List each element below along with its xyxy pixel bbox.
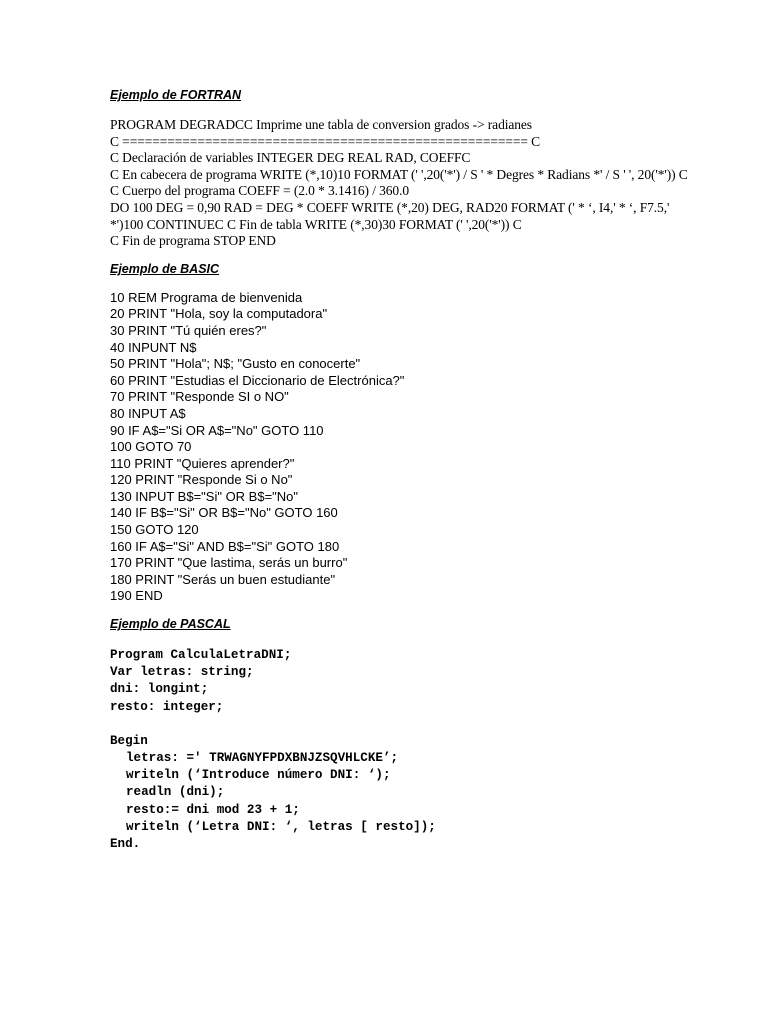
pascal-line: resto: integer;: [110, 699, 224, 714]
pascal-line: Var letras: string;: [110, 665, 254, 680]
pascal-body-line: letras: =' TRWAGNYFPDXBNJZSQVHLCKE’;: [126, 751, 399, 766]
basic-line: 150 GOTO 120: [110, 522, 199, 538]
pascal-begin: Begin: [110, 733, 148, 748]
basic-line: 100 GOTO 70: [110, 439, 192, 455]
document-page: [110, 86, 750, 853]
basic-line: 30 PRINT "Tú quién eres?": [110, 322, 267, 338]
basic-line: 40 INPUNT N$: [110, 339, 197, 355]
basic-line: 10 REM Programa de bienvenida: [110, 289, 303, 305]
fortran-heading: Ejemplo de FORTRAN: [110, 88, 242, 102]
fortran-line: C ====================================================== C: [110, 133, 541, 149]
pascal-body-line: readln (dni);: [126, 785, 225, 800]
basic-line: 120 PRINT "Responde Si o No": [110, 472, 293, 488]
fortran-line: *')100 CONTINUEC C Fin de tabla WRITE (*,30)30 FORMAT (' ',20('*')) C: [110, 216, 522, 232]
basic-line: 60 PRINT "Estudias el Diccionario de Electrónica?": [110, 372, 405, 388]
fortran-line: DO 100 DEG = 0,90 RAD = DEG * COEFF WRITE (*,20) DEG, RAD20 FORMAT (' * ‘, I4,' * ‘, F7.5,': [110, 199, 670, 215]
basic-line: 160 IF A$="Si" AND B$="Si" GOTO 180: [110, 538, 340, 554]
basic-line: 130 INPUT B$="Si" OR B$="No": [110, 488, 299, 504]
basic-line: 170 PRINT "Que lastima, serás un burro": [110, 555, 348, 571]
fortran-code: [110, 117, 750, 250]
basic-line: 190 END: [110, 588, 163, 604]
basic-line: 90 IF A$="Si OR A$="No" GOTO 110: [110, 422, 324, 438]
pascal-body-line: writeln (‘Introduce número DNI: ‘);: [126, 768, 391, 783]
fortran-line: C Fin de programa STOP END: [110, 233, 276, 249]
basic-line: 180 PRINT "Serás un buen estudiante": [110, 571, 336, 587]
pascal-body-line: writeln (‘Letra DNI: ‘, letras [ resto]);: [126, 819, 436, 834]
pascal-end: End.: [110, 837, 141, 852]
basic-line: 20 PRINT "Hola, soy la computadora": [110, 306, 328, 322]
fortran-line: C Cuerpo del programa COEFF = (2.0 * 3.1416) / 360.0: [110, 183, 410, 199]
pascal-body-line: resto:= dni mod 23 + 1;: [126, 802, 300, 817]
basic-line: 110 PRINT "Quieres aprender?": [110, 455, 295, 471]
pascal-heading: Ejemplo de PASCAL: [110, 617, 231, 632]
pascal-line: dni: longint;: [110, 682, 209, 697]
fortran-line: PROGRAM DEGRADCC Imprime une tabla de conversion grados -> radianes: [110, 117, 532, 132]
basic-heading: Ejemplo de BASIC: [110, 261, 220, 276]
basic-line: 70 PRINT "Responde SI o NO": [110, 389, 289, 405]
fortran-line: C En cabecera de programa WRITE (*,10)10 FORMAT (' ',20('*') / S ' * Degres * Radians *' / S ' ', 20('*')) C: [110, 166, 688, 182]
basic-code: [110, 290, 750, 605]
basic-line: 50 PRINT "Hola"; N$; "Gusto en conocerte": [110, 356, 361, 372]
basic-line: 80 INPUT A$: [110, 405, 186, 421]
pascal-line: Program CalculaLetraDNI;: [110, 648, 292, 663]
blank-line: [110, 716, 750, 733]
basic-line: 140 IF B$="Si" OR B$="No" GOTO 160: [110, 505, 338, 521]
pascal-code: [110, 647, 750, 853]
fortran-line: C Declaración de variables INTEGER DEG REAL RAD, COEFFC: [110, 150, 471, 166]
